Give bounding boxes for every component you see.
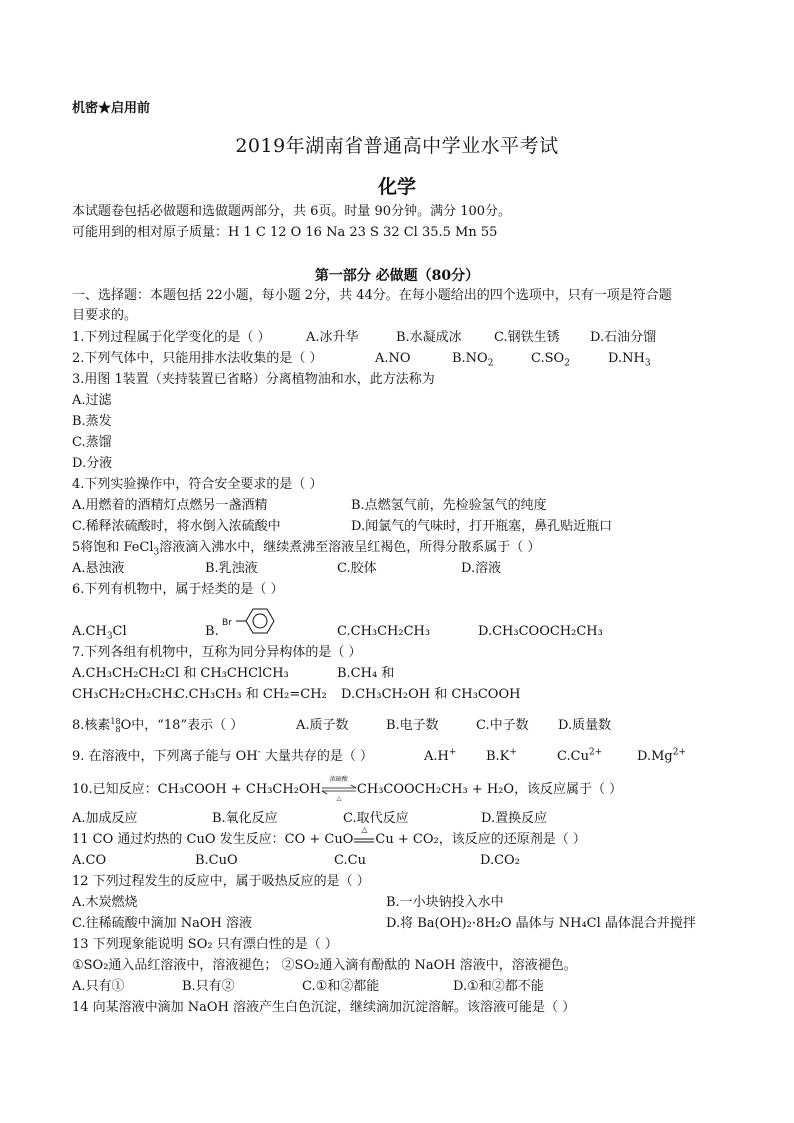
option-b: B.蒸发 <box>72 414 112 429</box>
option-d: D.溶液 <box>461 561 502 576</box>
option-c: C.Cu <box>334 853 366 868</box>
option-b: B.CH₄ 和 <box>337 666 395 681</box>
question-detail: ①SO₂通入品红溶液中，溶液褪色； ②SO₂通入滴有酚酞的 NaOH 溶液中，溶液褪色。 <box>72 958 577 973</box>
option-c: C.CH₃CH₃ 和 CH₂=CH₂ <box>175 687 327 702</box>
option-b: B.一小块钠投入水中 <box>386 895 504 910</box>
confidential-label: 机密★启用前 <box>72 101 151 116</box>
option-c: C.胶体 <box>337 561 377 576</box>
atomic-mass-line: 可能用到的相对原子质量：H 1 C 12 O 16 Na 23 S 32 Cl 35.5 Mn 55 <box>72 225 498 240</box>
option-b: B.水凝成冰 <box>396 330 462 345</box>
option-a: A.悬浊液 <box>72 561 125 576</box>
question-stem: 5将饱和 FeCl$_3$溶液滴入沸水中，继续煮沸至溶液呈红褐色，所得分散系属于（ ） <box>72 540 541 558</box>
condition-heat: △ <box>336 794 342 802</box>
option-c: C.中子数 <box>476 718 529 733</box>
instruction-line: 一、选择题：本题包括 22小题，每小题 2分，共 44分。在每小题给出的四个选项中，只有一项是符合题 <box>72 288 672 303</box>
option-d: D.石油分馏 <box>590 330 657 345</box>
option-c: C.蒸馏 <box>72 435 112 450</box>
option-a: A.木炭燃烧 <box>72 895 138 910</box>
option-d: D.闻氯气的气味时，打开瓶塞，鼻孔贴近瓶口 <box>351 519 613 534</box>
exam-title: 2019年湖南省普通高中学业水平考试 <box>235 135 559 157</box>
question-stem: 2.下列气体中，只能用排水法收集的是（ ） <box>72 351 323 366</box>
option-a: A.只有① <box>72 979 125 994</box>
condition-catalyst: 浓硫酸 <box>329 775 348 783</box>
option-d: D.CH₃CH₂OH 和 CH₃COOH <box>341 687 521 702</box>
option-d: D.置换反应 <box>481 811 548 826</box>
question-stem: 7.下列各组有机物中，互称为同分异构体的是（ ） <box>72 645 362 660</box>
option-c: C.稀释浓硫酸时，将水倒入浓硫酸中 <box>72 519 281 534</box>
option-c: C.①和②都能 <box>302 979 380 994</box>
option-b: B.点燃氢气前，先检验氢气的纯度 <box>351 498 547 513</box>
option-b: B.乳浊液 <box>205 561 258 576</box>
option-c: $C.SO_2$ <box>531 351 570 369</box>
question-stem: 1.下列过程属于化学变化的是（ ） <box>72 330 271 345</box>
option-d: D.分液 <box>72 456 113 471</box>
option-d: D.将 Ba(OH)₂·8H₂O 晶体与 NH₄Cl 晶体混合并搅拌 <box>386 916 696 931</box>
option-d: D.质量数 <box>558 718 612 733</box>
instruction-line: 目要求的。 <box>72 308 138 323</box>
bromobenzene-structure-icon <box>222 604 286 638</box>
question-stem: 14 向某溶液中滴加 NaOH 溶液产生白色沉淀，继续滴加沉淀溶解。该溶液可能是（ ） <box>72 1000 576 1015</box>
option-d: D.①和②都不能 <box>453 979 544 994</box>
option-b: B. <box>205 624 219 639</box>
option-b: B.氧化反应 <box>212 811 278 826</box>
mass-number: 18 <box>110 716 121 726</box>
option-a: A.过滤 <box>72 393 112 408</box>
question-stem: 11 CO 通过灼热的 CuO 发生反应：CO + CuO △ Cu + CO₂，该反应的还原剂是（ ） <box>72 824 586 847</box>
question-stem: 6.下列有机物中，属于烃类的是（ ） <box>72 582 284 597</box>
section-title: 第一部分 必做题（80分） <box>314 268 480 284</box>
question-stem: 4.下列实验操作中，符合安全要求的是（ ） <box>72 477 323 492</box>
question-stem: 13 下列现象能说明 SO₂ 只有漂白性的是（ ） <box>72 937 338 952</box>
option-c: C.钢铁生锈 <box>494 330 560 345</box>
option-b: B.电子数 <box>386 718 439 733</box>
option-b: $B.NO_2$ <box>452 351 494 369</box>
option-a: A.用燃着的酒精灯点燃另一盏酒精 <box>72 498 268 513</box>
option-a: A.加成反应 <box>72 811 138 826</box>
option-a: A.CH₃CH₂CH₂Cl 和 CH₃CHClCH₃ <box>72 666 289 681</box>
heat-condition-icon <box>353 824 375 846</box>
subject-title: 化学 <box>377 176 416 198</box>
question-stem: 8.核素 18 8 O中，“18”表示（ ） <box>72 716 244 734</box>
option-a: $A.CH_3Cl$ <box>72 624 127 642</box>
question-stem: 9. 在溶液中，下列离子能与 OH- 大量共存的是（ ） <box>72 747 373 764</box>
option-b: B.CuO <box>195 853 238 868</box>
option-c: $C.Cu^{2+}$ <box>557 747 603 764</box>
option-c: C.CH₃CH₂CH₃ <box>337 624 431 639</box>
condition-heat: △ <box>361 824 368 834</box>
question-stem: 10.已知反应：CH₃COOH + CH₃CH₂OH 浓硫酸 △ CH₃COOCH₂CH₃ + H₂O，该反应属于（ ） <box>72 775 623 802</box>
option-a: A.H+ <box>424 747 457 764</box>
intro-line: 本试题卷包括必做题和选做题两部分，共 6页。时量 90分钟。满分 100分。 <box>72 204 512 219</box>
option-c: C.往稀硫酸中滴加 NaOH 溶液 <box>72 916 253 931</box>
option-b-continued: CH₃CH₂CH₂CH₃ <box>72 687 178 702</box>
option-d: D.CH₃COOCH₂CH₃ <box>478 624 603 639</box>
reversible-arrow-icon <box>321 775 357 802</box>
option-a: A.质子数 <box>296 718 349 733</box>
option-d: $D.Mg^{2+}$ <box>637 747 687 764</box>
option-d: D.CO₂ <box>480 853 520 868</box>
bromine-label: Br <box>222 618 232 628</box>
option-d: $D.NH_3$ <box>608 351 651 369</box>
option-b: B.只有② <box>182 979 235 994</box>
option-c: C.取代反应 <box>343 811 409 826</box>
option-b: B.K+ <box>486 747 517 764</box>
option-a: A.NO <box>375 351 411 366</box>
option-a: A.CO <box>72 853 107 868</box>
option-a: A.冰升华 <box>306 330 359 345</box>
question-stem: 3.用图 1装置（夹持装置已省略）分离植物油和水，此方法称为 <box>72 372 435 387</box>
question-stem: 12 下列过程发生的反应中，属于吸热反应的是（ ） <box>72 874 370 889</box>
atomic-number: 8 <box>115 724 121 734</box>
